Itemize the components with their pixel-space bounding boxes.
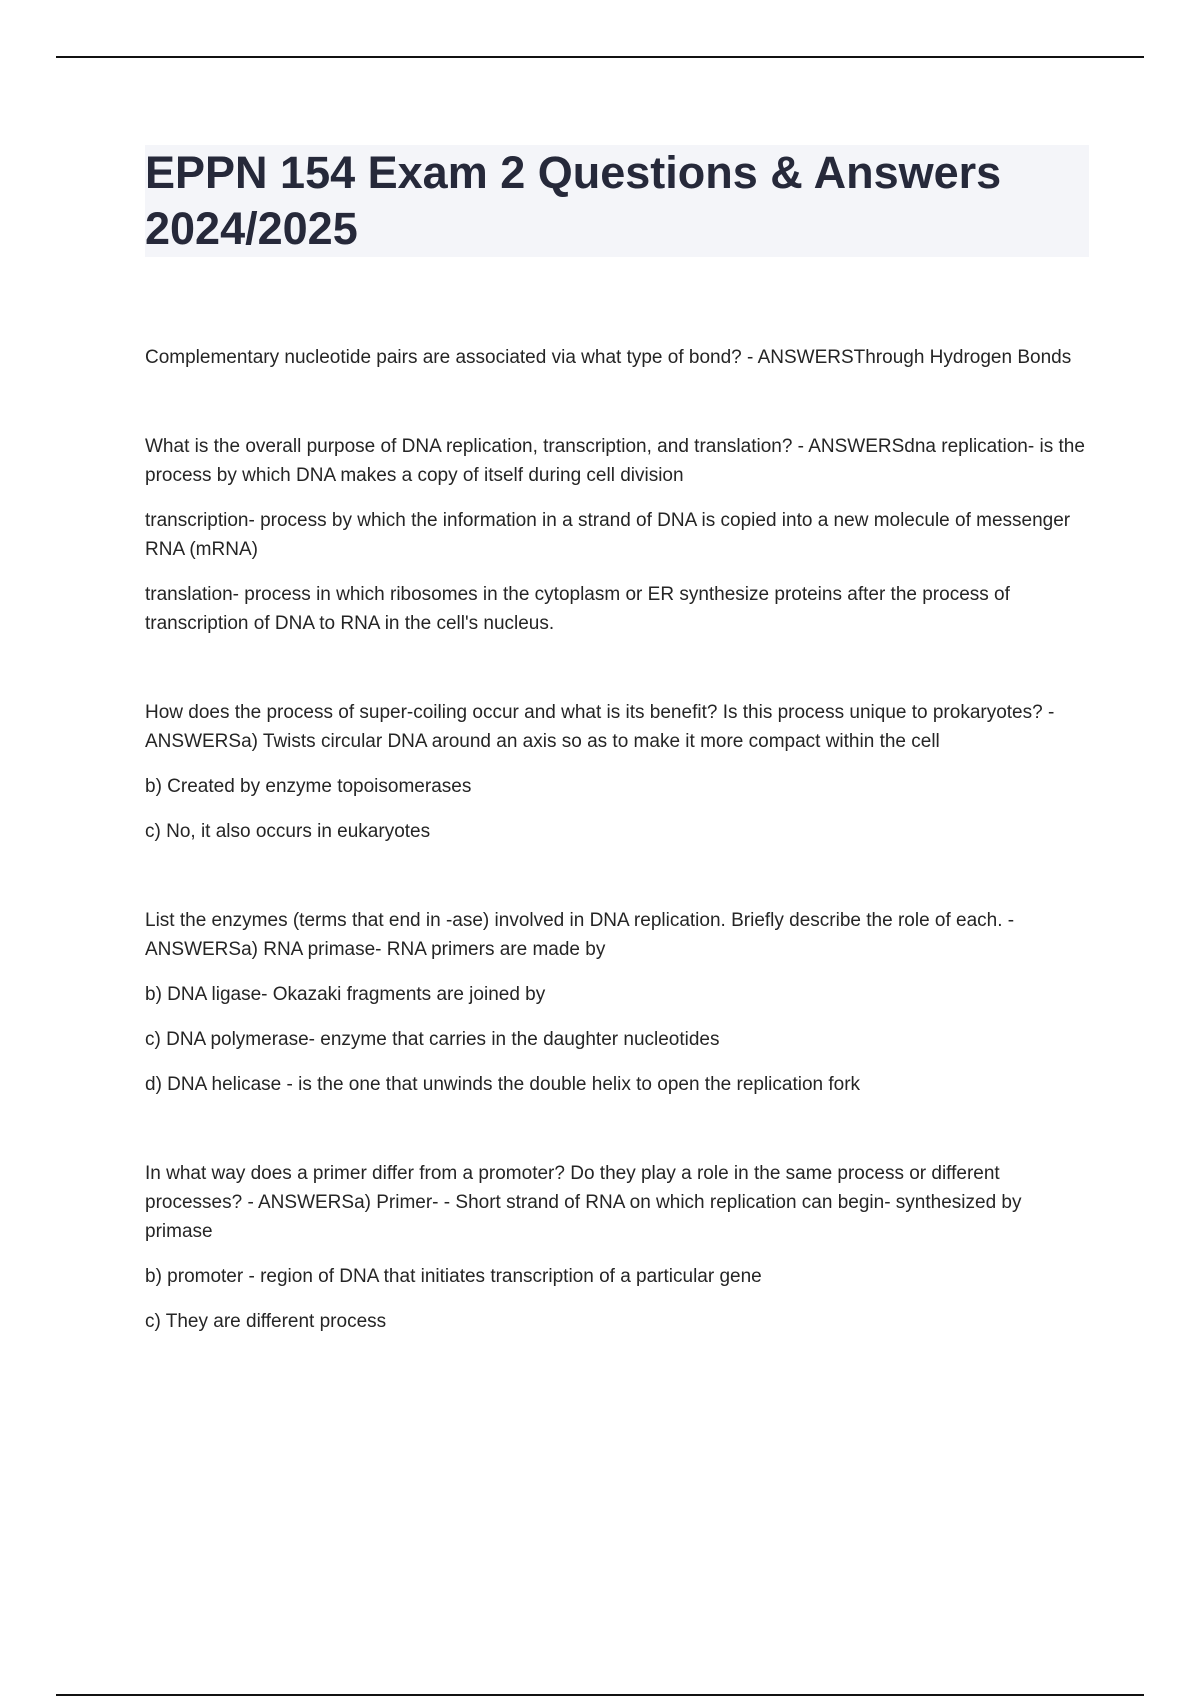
title-banner [145, 145, 1089, 257]
answer-text: transcription- process by which the information in a strand of DNA is copied into a new molecule of messenger RNA (mRNA) [145, 510, 1071, 560]
answer-text: c) DNA polymerase- enzyme that carries in the daughter nucleotides [145, 1029, 720, 1050]
qa-list [145, 343, 1085, 1396]
qa-item [145, 432, 1085, 638]
top-divider [56, 56, 1144, 58]
qa-item [145, 906, 1085, 1099]
answer-text: d) DNA helicase - is the one that unwinds the double helix to open the replication fork [145, 1074, 861, 1095]
answer-text: b) DNA ligase- Okazaki fragments are joined by [145, 984, 546, 1005]
answer-text: translation- process in which ribosomes in the cytoplasm or ER synthesize proteins after the process of transcription of DNA to RNA in the cell's nucleus. [145, 584, 1010, 634]
question-answer-text: List the enzymes (terms that end in -ase) involved in DNA replication. Briefly describe the role of each. - ANSWERSa) RNA primase- RNA primers are made by [145, 910, 1015, 960]
question-answer-text: Complementary nucleotide pairs are associated via what type of bond? - ANSWERSThrough Hydrogen Bonds [145, 347, 1072, 368]
answer-text: c) They are different process [145, 1311, 387, 1332]
qa-item [145, 343, 1085, 372]
question-answer-text: In what way does a primer differ from a promoter? Do they play a role in the same process or different processes? - ANSWERSa) Primer- - Short strand of RNA on which replication can begin- synthesized by primase [145, 1163, 1022, 1242]
question-answer-text: How does the process of super-coiling occur and what is its benefit? Is this process unique to prokaryotes? - ANSWERSa) Twists circular DNA around an axis so as to make it more compact within the cell [145, 702, 1055, 752]
qa-item [145, 1159, 1085, 1336]
bottom-divider [56, 1694, 1144, 1696]
answer-text: b) Created by enzyme topoisomerases [145, 776, 472, 797]
qa-item [145, 698, 1085, 846]
answer-text: c) No, it also occurs in eukaryotes [145, 821, 431, 842]
page-title: EPPN 154 Exam 2 Questions & Answers 2024/2025 [145, 147, 1002, 254]
answer-text: b) promoter - region of DNA that initiates transcription of a particular gene [145, 1266, 762, 1287]
question-answer-text: What is the overall purpose of DNA replication, transcription, and translation? - ANSWERSdna replication- is the process by which DNA makes a copy of itself during cell division [145, 436, 1085, 486]
